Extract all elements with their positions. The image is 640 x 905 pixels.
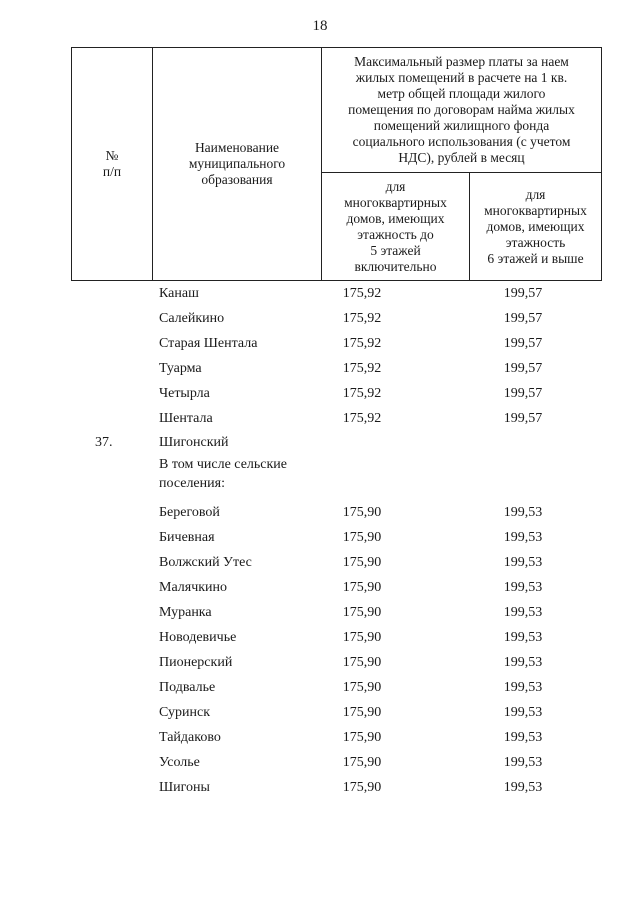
table-row bbox=[0, 678, 640, 702]
district-number: 37. bbox=[95, 435, 113, 450]
settlement-name: Шентала bbox=[159, 411, 213, 426]
table-row bbox=[0, 653, 640, 677]
rate-high-rise: 199,57 bbox=[503, 336, 543, 351]
rate-high-rise: 199,53 bbox=[503, 605, 543, 620]
header-col-group: Максимальный размер платы за наем жилых помещений в расчете на 1 кв. метр общей площади жилого помещения по договорам найма жилых помещений жилищного фонда социального использования (с учетом НДС), рублей в месяц bbox=[348, 54, 575, 165]
rate-low-rise: 175,92 bbox=[342, 386, 382, 401]
rate-high-rise: 199,57 bbox=[503, 286, 543, 301]
table-row bbox=[0, 503, 640, 527]
rate-high-rise: 199,53 bbox=[503, 505, 543, 520]
rate-high-rise: 199,57 bbox=[503, 361, 543, 376]
rate-high-rise: 199,53 bbox=[503, 555, 543, 570]
rate-high-rise: 199,53 bbox=[503, 530, 543, 545]
settlement-name: Волжский Утес bbox=[159, 555, 252, 570]
rate-low-rise: 175,92 bbox=[342, 336, 382, 351]
settlement-name: Береговой bbox=[159, 505, 220, 520]
header-col-number: № п/п bbox=[102, 148, 122, 179]
table-row bbox=[0, 553, 640, 577]
rate-high-rise: 199,53 bbox=[503, 580, 543, 595]
rate-low-rise: 175,92 bbox=[342, 411, 382, 426]
header-col-high-rise: для многоквартирных домов, имеющих этажность 6 этажей и выше bbox=[484, 186, 587, 266]
rate-high-rise: 199,53 bbox=[503, 755, 543, 770]
district-row bbox=[0, 433, 640, 457]
header-col-name: Наименование муниципального образования bbox=[188, 140, 286, 187]
settlement-name: Старая Шентала bbox=[159, 336, 258, 351]
rate-low-rise: 175,90 bbox=[342, 605, 382, 620]
settlement-name: Малячкино bbox=[159, 580, 228, 595]
rate-high-rise: 199,53 bbox=[503, 680, 543, 695]
settlement-name: Бичевная bbox=[159, 530, 215, 545]
settlement-name: Пионерский bbox=[159, 655, 233, 670]
table-row bbox=[0, 603, 640, 627]
rate-high-rise: 199,57 bbox=[503, 386, 543, 401]
table-row bbox=[0, 359, 640, 383]
table-row bbox=[0, 334, 640, 358]
table-row bbox=[0, 753, 640, 777]
rate-low-rise: 175,90 bbox=[342, 505, 382, 520]
rate-low-rise: 175,90 bbox=[342, 630, 382, 645]
rate-low-rise: 175,92 bbox=[342, 286, 382, 301]
table-row bbox=[0, 309, 640, 333]
settlement-name: Подвалье bbox=[159, 680, 216, 695]
table-row bbox=[0, 409, 640, 433]
rate-low-rise: 175,90 bbox=[342, 780, 382, 795]
table-row bbox=[0, 703, 640, 727]
settlement-name: Усолье bbox=[159, 755, 200, 770]
district-row bbox=[0, 474, 640, 498]
rate-high-rise: 199,53 bbox=[503, 705, 543, 720]
settlement-name: Шигоны bbox=[159, 780, 210, 795]
table-row bbox=[0, 578, 640, 602]
rate-low-rise: 175,90 bbox=[342, 655, 382, 670]
rate-high-rise: 199,57 bbox=[503, 311, 543, 326]
settlement-name: Новодевичье bbox=[159, 630, 237, 645]
rate-low-rise: 175,90 bbox=[342, 680, 382, 695]
district-name: Шигонский bbox=[159, 435, 229, 450]
settlement-name: Тайдаково bbox=[159, 730, 221, 745]
rate-low-rise: 175,90 bbox=[342, 730, 382, 745]
rate-high-rise: 199,57 bbox=[503, 411, 543, 426]
page-number: 18 bbox=[312, 18, 328, 34]
settlement-name: Муранка bbox=[159, 605, 212, 620]
table-row bbox=[0, 728, 640, 752]
table-header bbox=[71, 47, 602, 281]
district-subtitle: поселения: bbox=[159, 476, 225, 491]
rate-high-rise: 199,53 bbox=[503, 730, 543, 745]
rate-low-rise: 175,90 bbox=[342, 705, 382, 720]
table-row bbox=[0, 778, 640, 802]
rate-low-rise: 175,90 bbox=[342, 580, 382, 595]
rate-high-rise: 199,53 bbox=[503, 630, 543, 645]
table-row bbox=[0, 284, 640, 308]
rate-low-rise: 175,90 bbox=[342, 555, 382, 570]
rate-low-rise: 175,90 bbox=[342, 755, 382, 770]
rate-low-rise: 175,92 bbox=[342, 361, 382, 376]
district-subtitle: В том числе сельские bbox=[159, 457, 288, 472]
rate-high-rise: 199,53 bbox=[503, 655, 543, 670]
settlement-name: Четырла bbox=[159, 386, 210, 401]
settlement-name: Суринск bbox=[159, 705, 210, 720]
table-row bbox=[0, 384, 640, 408]
table-row bbox=[0, 628, 640, 652]
header-col-low-rise: для многоквартирных домов, имеющих этажность до 5 этажей включительно bbox=[344, 178, 447, 274]
rate-low-rise: 175,90 bbox=[342, 530, 382, 545]
settlement-name: Туарма bbox=[159, 361, 202, 376]
settlement-name: Салейкино bbox=[159, 311, 225, 326]
rate-high-rise: 199,53 bbox=[503, 780, 543, 795]
settlement-name: Канаш bbox=[159, 286, 199, 301]
table-row bbox=[0, 528, 640, 552]
rate-low-rise: 175,92 bbox=[342, 311, 382, 326]
